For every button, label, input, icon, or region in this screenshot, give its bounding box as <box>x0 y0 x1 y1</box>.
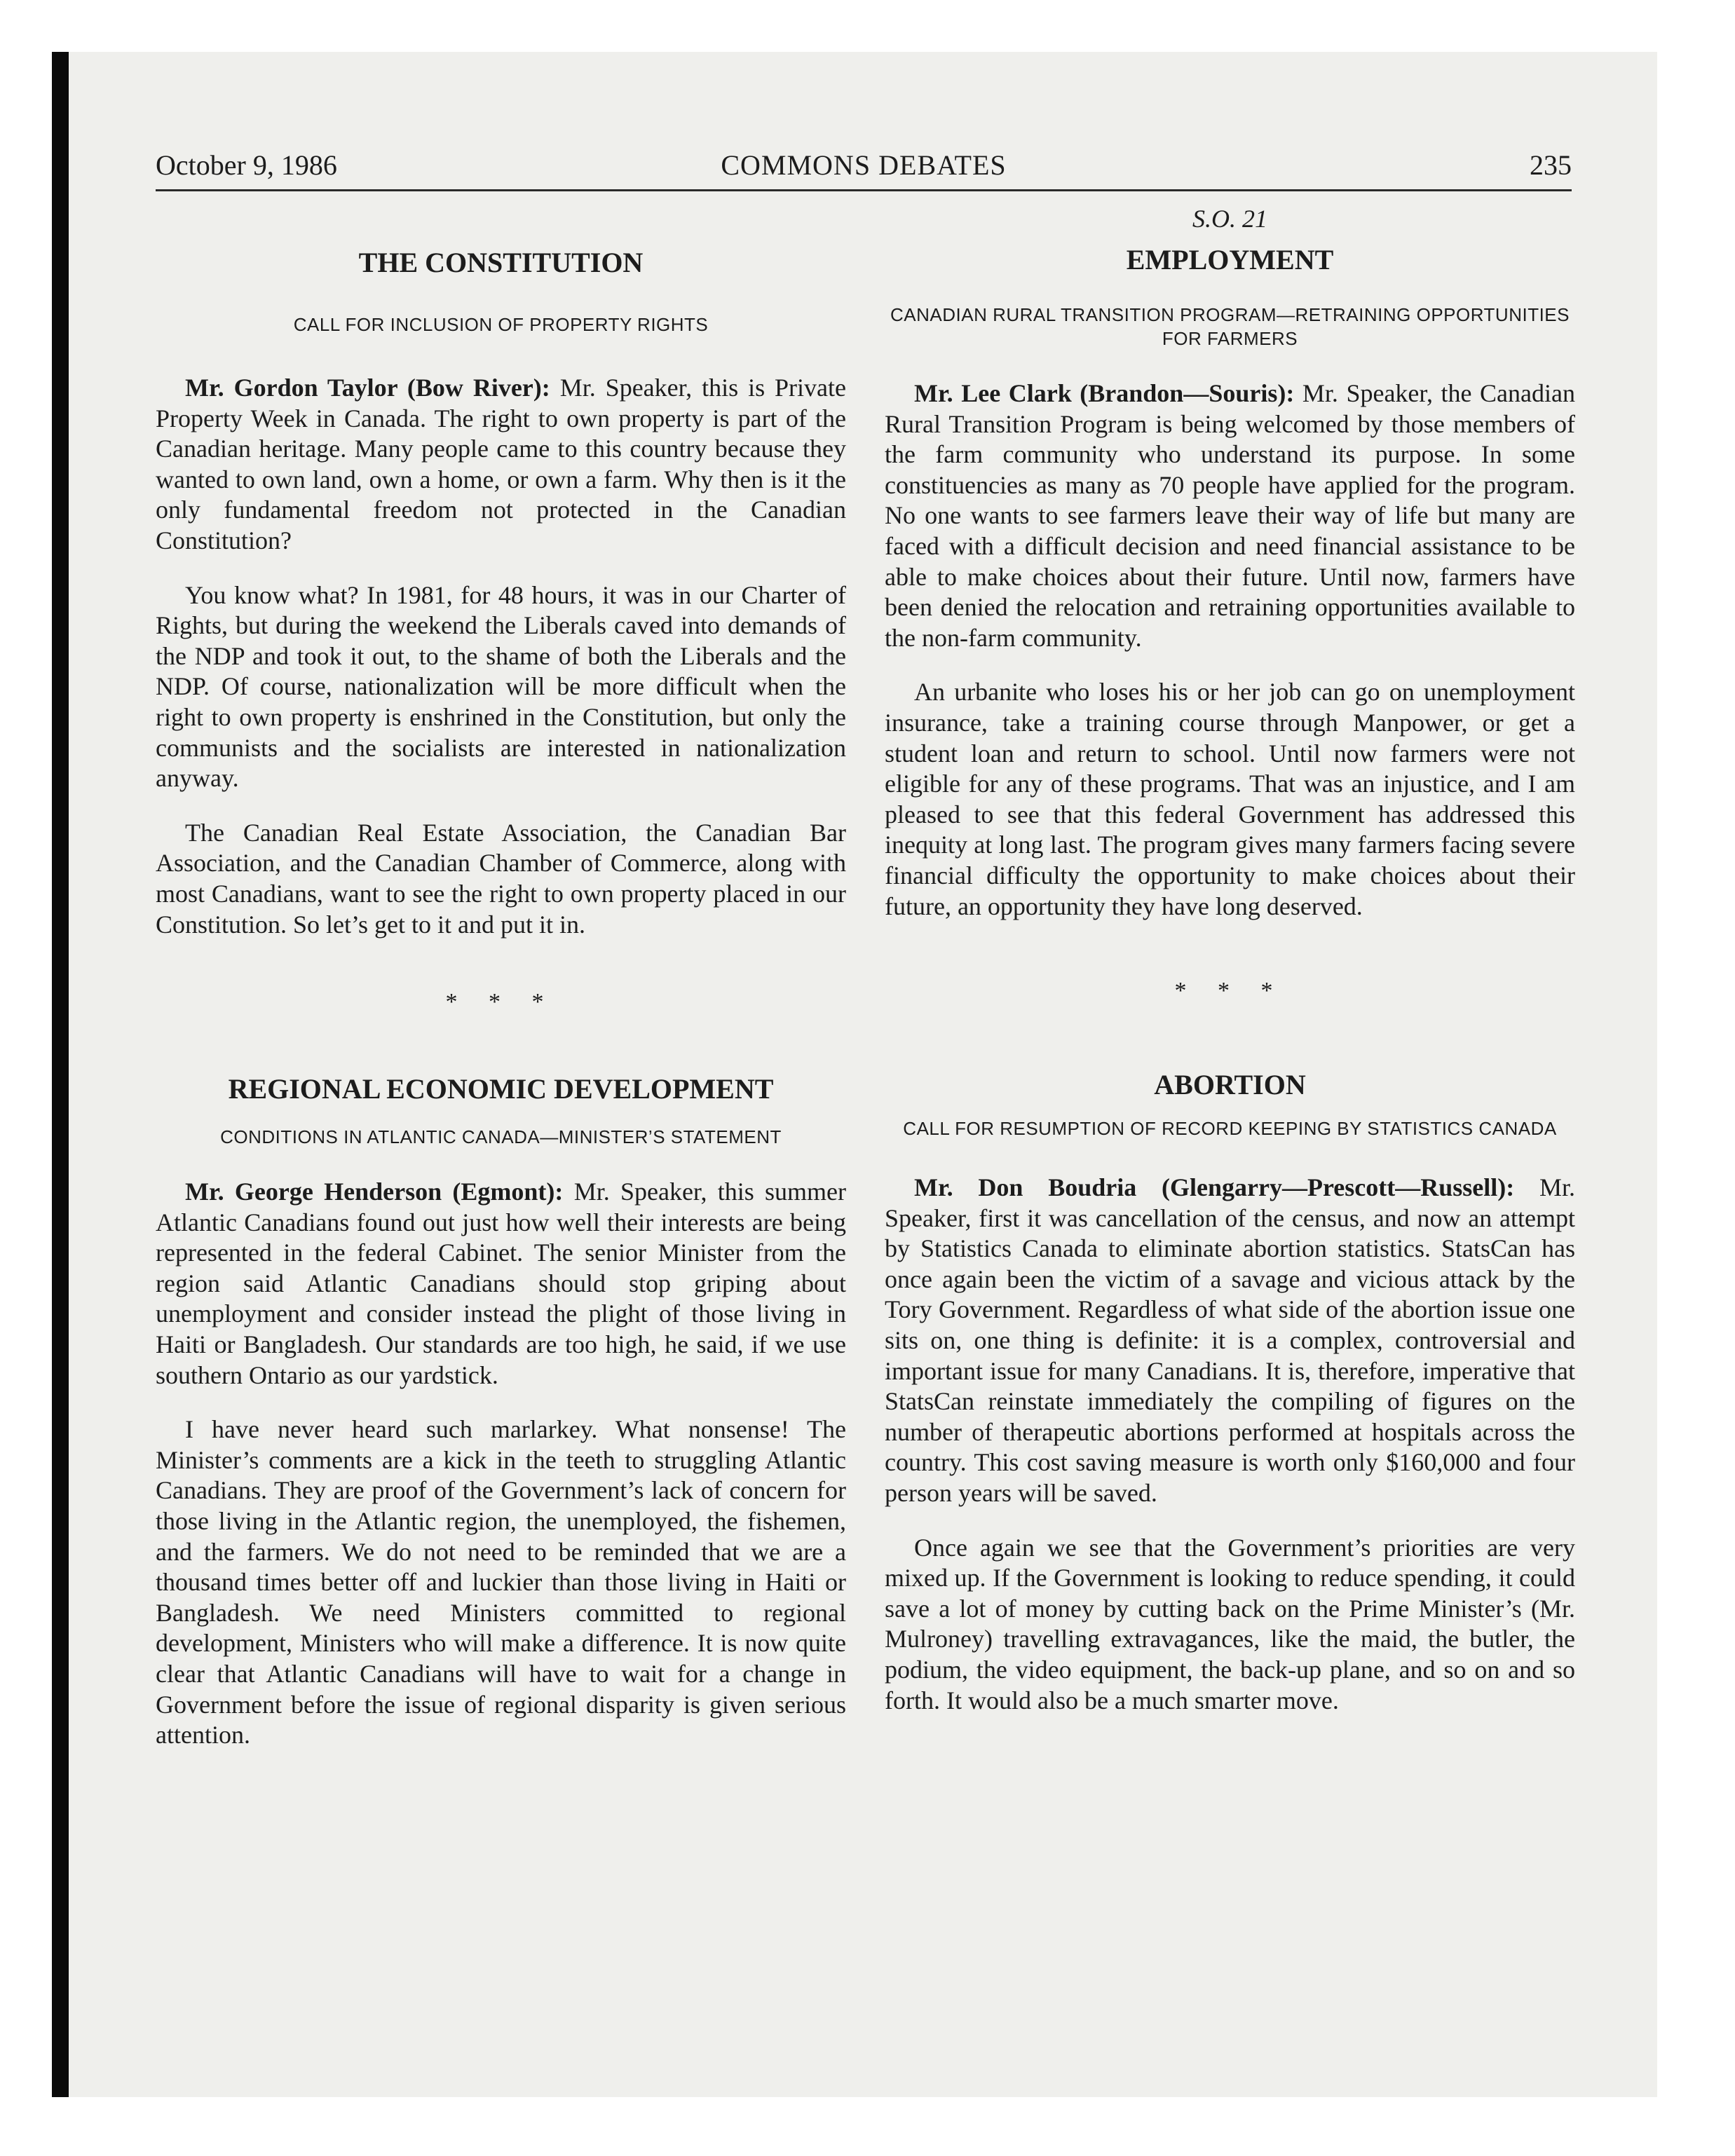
speech-paragraph: The Canadian Real Estate Association, the Canadian Bar Association, and the Canadian Chamber of Commerce, along with most Canadians, want to see the right to own property placed in our Constitution. So let’s get to it and put it in. <box>156 818 846 939</box>
speaker-name: Mr. Don Boudria (Glengarry—Prescott—Russell): <box>914 1173 1515 1202</box>
header-title: COMMONS DEBATES <box>721 149 1007 181</box>
page-header <box>156 146 1572 191</box>
right-column <box>885 203 1575 1716</box>
speech-paragraph <box>156 373 846 557</box>
speaker-name: Mr. George Henderson (Egmont): <box>185 1178 564 1206</box>
speech-paragraph <box>885 378 1575 653</box>
subtitle-atlantic-canada: CONDITIONS IN ATLANTIC CANADA—MINISTER’S STATEMENT <box>220 1126 782 1148</box>
page-number: 235 <box>1530 149 1572 181</box>
speech-paragraph <box>885 1173 1575 1509</box>
speech-paragraph: You know what? In 1981, for 48 hours, it was in our Charter of Rights, but during the weekend the Liberals caved into demands of the NDP and took it out, to the shame of both the Liberals and the NDP. Of course, nationalization will be more difficult when the right to own property is enshrined in the Constitution, but only the communists and the socialists are interested in nationalization anyway. <box>156 580 846 793</box>
speaker-name: Mr. Lee Clark (Brandon—Souris): <box>914 379 1295 407</box>
subtitle-property-rights: CALL FOR INCLUSION OF PROPERTY RIGHTS <box>293 314 709 335</box>
speech-text: Mr. Speaker, the Canadian Rural Transition Program is being welcomed by those members of the farm community who understand its purpose. In some constituencies as many as 70 people have applied for the program. No one wants to see farmers leave their way of life but many are faced with a difficult decision and need financial assistance to be able to make choices about their future. Until now, farmers have been denied the relocation and retraining opportunities available to the non-farm community. <box>885 379 1575 652</box>
standing-order-label: S.O. 21 <box>1192 205 1267 233</box>
speech-text: Mr. Speaker, this is Private Property Week in Canada. The right to own property is part of the Canadian heritage. Many people came to this country because they wanted to own land, own a home, or own a farm. Why then is it the only fundamental freedom not protected in the Canadian Constitution? <box>156 374 847 554</box>
section-title-employment: EMPLOYMENT <box>1126 244 1334 275</box>
section-title-constitution: THE CONSTITUTION <box>358 247 644 278</box>
subtitle-statistics-canada: CALL FOR RESUMPTION OF RECORD KEEPING BY STATISTICS CANADA <box>903 1118 1557 1140</box>
section-separator: * * * <box>1174 978 1286 1004</box>
section-separator: * * * <box>445 989 557 1016</box>
speech-paragraph: I have never heard such marlarkey. What nonsense! The Minister’s comments are a kick in the teeth to struggling Atlantic Canadians. They are proof of the Government’s lack of concern for those living in the Atlantic region, the unemployed, the fishemen, and the farmers. We do not need to be reminded that we are a thousand times better off and luckier than those living in Haiti or Bangladesh. We need Ministers committed to regional development, Ministers who will make a difference. It is now quite clear that Atlantic Canadians will have to wait for a change in Government before the issue of regional disparity is given serious attention. <box>156 1415 846 1749</box>
header-date: October 9, 1986 <box>156 149 337 181</box>
speech-text: Mr. Speaker, first it was cancellation of the census, and now an attempt by Statistics Canada to eliminate abortion statistics. StatsCan has once again been the victim of a savage and vicious attack by the Tory Government. Regardless of what side of the abortion issue one sits on, one thing is definite: it is a complex, controversial and important issue for many Canadians. It is, therefore, imperative that StatsCan reinstate immediately the compiling of figures on the number of therapeutic abortions performed at hospitals across the country. This cost saving measure is worth only $160,000 and four person years will be saved. <box>885 1173 1575 1508</box>
subtitle-rural-transition: CANADIAN RURAL TRANSITION PROGRAM—RETRAINING OPPORTUNITIES FOR FARMERS <box>890 304 1570 349</box>
speaker-name: Mr. Gordon Taylor (Bow River): <box>185 374 550 402</box>
speech-paragraph: An urbanite who loses his or her job can go on unemployment insurance, take a training course through Manpower, or get a student loan and return to school. Until now farmers were not eligible for any of these programs. That was an injustice, and I am pleased to see that this federal Government has addressed this inequity at long last. The program gives many farmers facing severe financial difficulty the opportunity to make choices about their future, an opportunity they have long deserved. <box>885 678 1575 920</box>
speech-paragraph <box>156 1177 846 1391</box>
section-title-regional-development: REGIONAL ECONOMIC DEVELOPMENT <box>228 1073 774 1105</box>
section-title-abortion: ABORTION <box>1154 1069 1306 1101</box>
speech-text: Mr. Speaker, this summer Atlantic Canadians found out just how well their interests are being represented in the federal Cabinet. The senior Minister from the region said Atlantic Canadians should stop griping about unemployment and consider instead the plight of those living in Haiti or Bangladesh. Our standards are too high, he said, if we use southern Ontario as our yardstick. <box>156 1178 847 1389</box>
speech-paragraph: Once again we see that the Government’s priorities are very mixed up. If the Government is looking to reduce spending, it could save a lot of money by cutting back on the Prime Minister’s (Mr. Mulroney) travelling extravagances, like the maid, the butler, the podium, the video equipment, the back-up plane, and so on and so forth. It would also be a much smarter move. <box>885 1533 1575 1714</box>
left-column <box>156 203 846 1751</box>
